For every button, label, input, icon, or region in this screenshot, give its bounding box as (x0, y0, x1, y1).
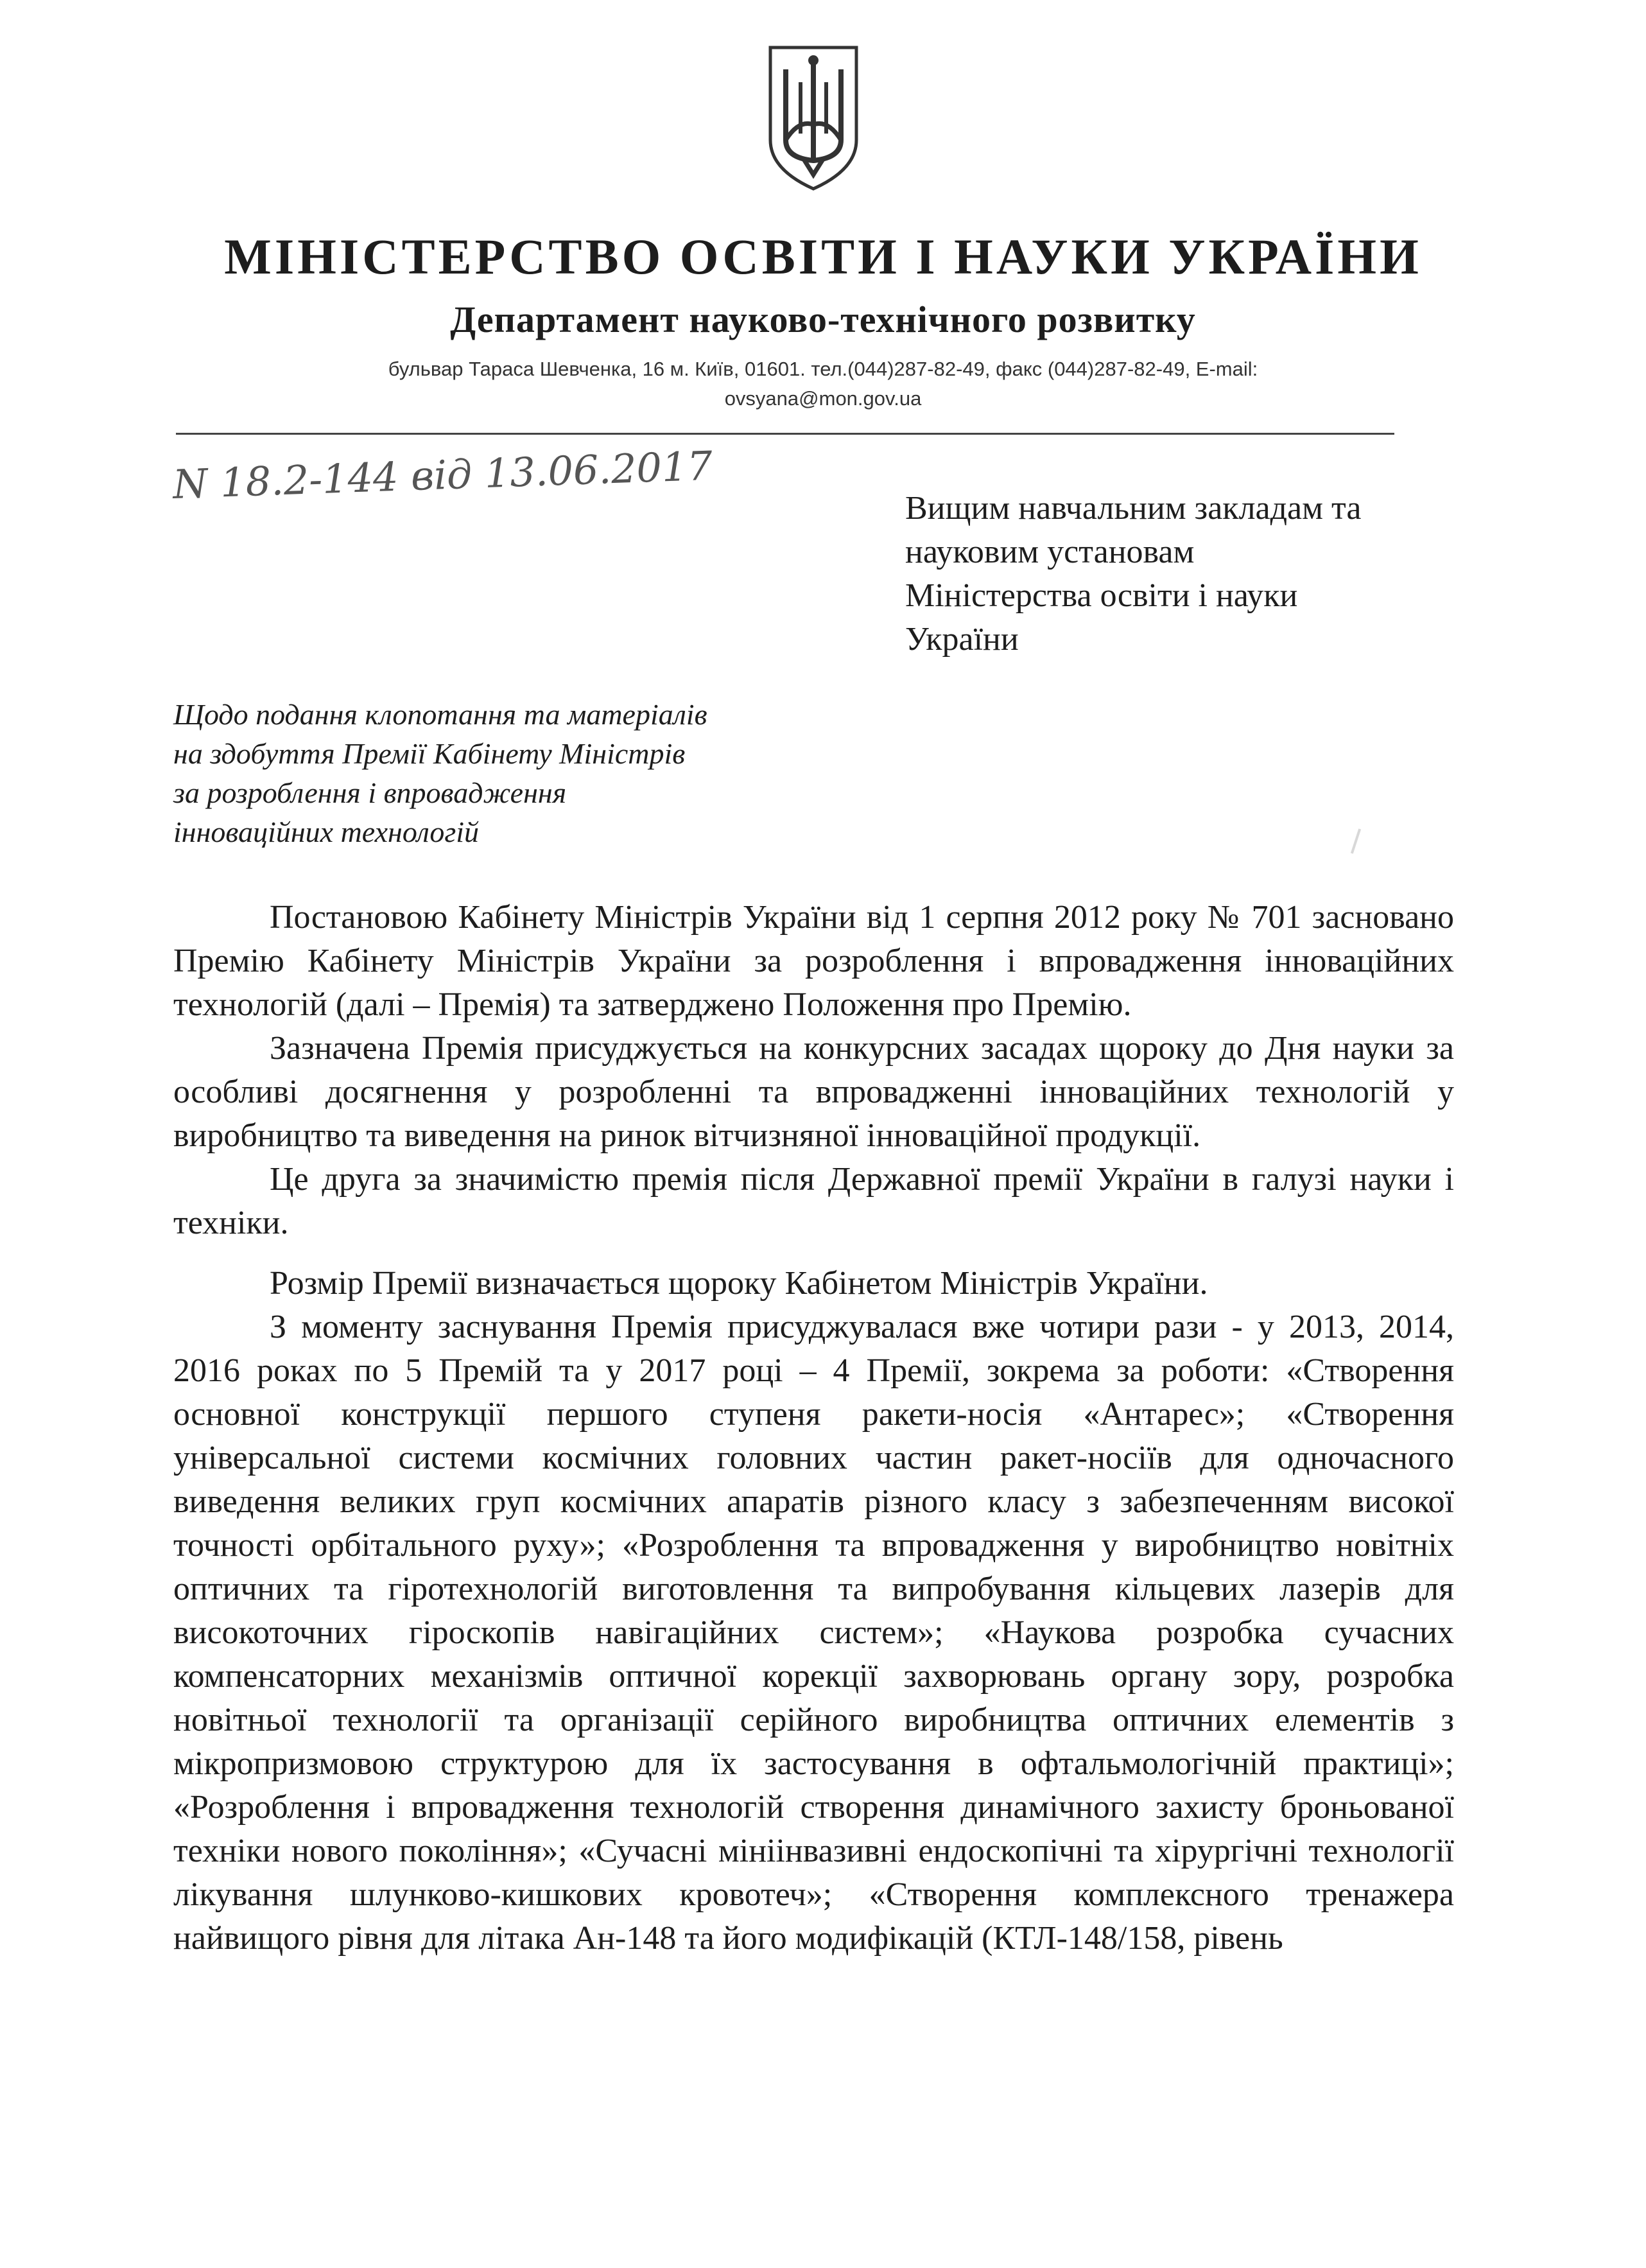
addressee-line: України (905, 621, 1019, 658)
subject-line: на здобуття Премії Кабінету Міністрів (173, 737, 686, 770)
letterhead-divider (176, 433, 1394, 435)
body-paragraph: Це друга за значимістю премія після Державної премії України в галузі науки і техніки. (173, 1161, 1454, 1241)
contact-address (193, 354, 1453, 414)
addressee-line: Міністерства освіти і науки (905, 577, 1298, 614)
subject-line: інноваційних технологій (173, 816, 480, 848)
department-name: Департамент науково-технічного розвитку (450, 299, 1196, 340)
handwritten-outgoing-number: N 18.2-144 від 13.06.2017 (172, 442, 713, 508)
addressee-line: науковим установам (905, 534, 1195, 570)
ministry-name: МІНІСТЕРСТВО ОСВІТИ І НАУКИ УКРАЇНИ (224, 229, 1422, 284)
trident-coat-of-arms-icon (765, 44, 862, 193)
letter-body (173, 896, 1454, 1960)
body-paragraph: Розмір Премії визначається щороку Кабінетом Міністрів України. (270, 1265, 1208, 1302)
subject-block (173, 695, 879, 851)
body-paragraph: Постановою Кабінету Міністрів України від 1 серпня 2012 року № 701 засновано Премію Кабінету Міністрів України за розроблення і впровадження інноваційних технологій (далі – Премія) та затверджено Положення про Премію. (173, 899, 1454, 1023)
body-paragraph: З моменту заснування Премія присуджувалася вже чотири рази - у 2013, 2014, 2016 роках по 5 Премій та у 2017 році – 4 Премії, зокрема за роботи: «Створення основної конструкції першого ступеня ракети-носія «Антарес»; «Створення універсальної системи космічних головних частин ракет-носіїв для одночасного виведення великих груп космічних апаратів різного класу з забезпеченням високої точності орбітального руху»; «Розроблення та впровадження у виробництво новітніх оптичних та гіротехнологій виготовлення та випробування кільцевих лазерів для високоточних гіроскопів навігаційних систем»; «Наукова розробка сучасних компенсаторних механізмів оптичної корекції захворювань органу зору, розробка новітньої технології та організації серійного виробництва оптичних елементів з мікропризмовою структурою для їх застосування в офтальмологічній практиці»; «Розроблення і впровадження технологій створення динамічного захисту броньованої техніки нового покоління»; «Сучасні мініінвазивні ендоскопічні та хірургічні технології лікування шлунково-кишкових кровотеч»; «Створення комплексного тренажера найвищого рівня для літака Ан-148 та його модифікацій (КТЛ-148/158, рівень (173, 1309, 1454, 1957)
subject-line: за розроблення і впровадження (173, 776, 567, 809)
email-line: ovsyana@mon.gov.ua (724, 387, 922, 410)
addressee-block (905, 487, 1483, 661)
addressee-line: Вищим навчальним закладам та (905, 490, 1362, 527)
scan-mark (1351, 828, 1361, 853)
address-line: бульвар Тараса Шевченка, 16 м. Київ, 01601. тел.(044)287-82-49, факс (044)287-82-49, E-mail: (388, 358, 1258, 380)
body-paragraph: Зазначена Премія присуджується на конкурсних засадах щороку до Дня науки за особливі досягнення у розробленні та впровадженні інноваційних технологій у виробництво та виведення на ринок вітчизняної інноваційної продукції. (173, 1030, 1454, 1154)
subject-line: Щодо подання клопотання та матеріалів (173, 698, 707, 731)
